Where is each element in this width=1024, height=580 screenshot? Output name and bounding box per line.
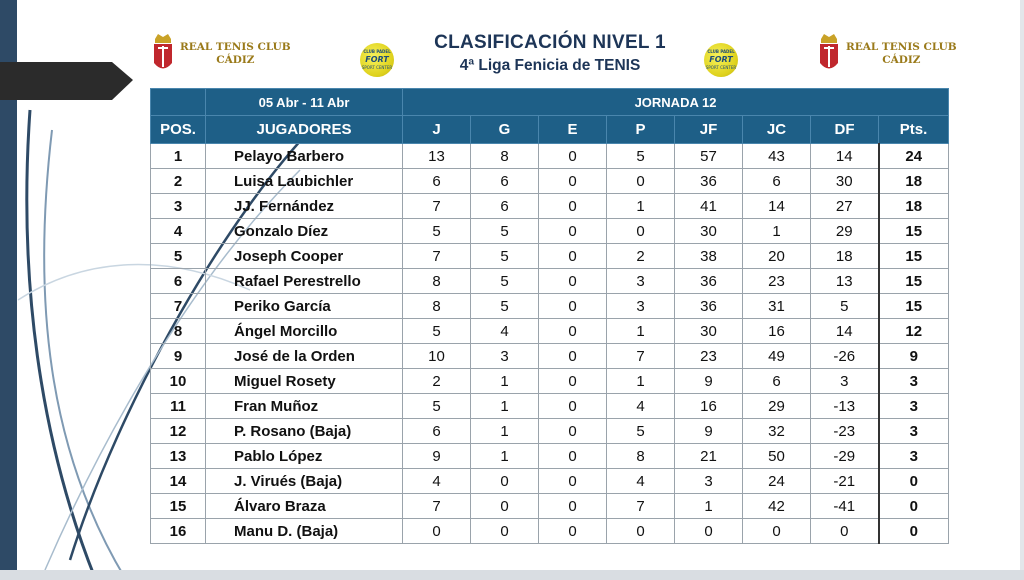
cell-j: 5 <box>403 219 471 244</box>
cell-e: 0 <box>539 219 607 244</box>
column-header-p: P <box>607 116 675 144</box>
cell-pts: 3 <box>879 444 949 469</box>
cell-j: 7 <box>403 244 471 269</box>
cell-j: 7 <box>403 494 471 519</box>
swoosh-2 <box>44 130 125 578</box>
club-logo-left <box>152 33 291 75</box>
cell-g: 6 <box>471 169 539 194</box>
cell-p: 2 <box>607 244 675 269</box>
cell-pts: 15 <box>879 294 949 319</box>
cell-g: 1 <box>471 394 539 419</box>
cell-g: 0 <box>471 494 539 519</box>
cell-df: 0 <box>811 519 879 544</box>
table-row <box>151 219 949 244</box>
column-header-e: E <box>539 116 607 144</box>
round-label: JORNADA 12 <box>403 89 949 116</box>
cell-jf: 30 <box>675 219 743 244</box>
column-header-pos: POS. <box>151 116 206 144</box>
cell-p: 3 <box>607 269 675 294</box>
cell-pos: 1 <box>151 144 206 169</box>
cell-pos: 6 <box>151 269 206 294</box>
cell-name: Manu D. (Baja) <box>206 519 403 544</box>
cell-g: 8 <box>471 144 539 169</box>
cell-pos: 9 <box>151 344 206 369</box>
cell-df: 14 <box>811 144 879 169</box>
cell-pts: 0 <box>879 519 949 544</box>
sponsor-ball-right <box>704 43 738 77</box>
standings-body <box>151 144 949 544</box>
cell-g: 4 <box>471 319 539 344</box>
cell-name: J. Virués (Baja) <box>206 469 403 494</box>
cell-jf: 3 <box>675 469 743 494</box>
table-row <box>151 394 949 419</box>
cell-pts: 0 <box>879 494 949 519</box>
cell-df: -13 <box>811 394 879 419</box>
cell-name: Gonzalo Díez <box>206 219 403 244</box>
cell-jf: 41 <box>675 194 743 219</box>
table-row <box>151 369 949 394</box>
arrow-tab <box>0 62 133 100</box>
cell-df: -23 <box>811 419 879 444</box>
cell-pos: 8 <box>151 319 206 344</box>
cell-jc: 50 <box>743 444 811 469</box>
sponsor-name: FORT <box>709 55 733 64</box>
cell-p: 7 <box>607 494 675 519</box>
cell-jf: 1 <box>675 494 743 519</box>
column-header-g: G <box>471 116 539 144</box>
cell-name: Fran Muñoz <box>206 394 403 419</box>
header-row-period <box>151 89 949 116</box>
cell-g: 1 <box>471 419 539 444</box>
cell-pts: 15 <box>879 269 949 294</box>
cell-g: 5 <box>471 269 539 294</box>
club-name-line2: CÁDIZ <box>216 54 255 66</box>
cell-j: 10 <box>403 344 471 369</box>
cell-e: 0 <box>539 419 607 444</box>
cell-name: P. Rosano (Baja) <box>206 419 403 444</box>
cell-j: 9 <box>403 444 471 469</box>
cell-jf: 36 <box>675 169 743 194</box>
table-row <box>151 419 949 444</box>
cell-jf: 57 <box>675 144 743 169</box>
cell-jf: 9 <box>675 369 743 394</box>
column-header-pts: Pts. <box>879 116 949 144</box>
column-header-df: DF <box>811 116 879 144</box>
cell-jc: 32 <box>743 419 811 444</box>
cell-j: 6 <box>403 419 471 444</box>
cell-name: Pelayo Barbero <box>206 144 403 169</box>
cell-jf: 9 <box>675 419 743 444</box>
cell-jc: 16 <box>743 319 811 344</box>
cell-pts: 3 <box>879 369 949 394</box>
cell-p: 1 <box>607 319 675 344</box>
header-blank-cell <box>151 89 206 116</box>
crest-icon <box>818 33 840 75</box>
table-row <box>151 169 949 194</box>
cell-pts: 0 <box>879 469 949 494</box>
cell-e: 0 <box>539 194 607 219</box>
cell-p: 1 <box>607 194 675 219</box>
cell-e: 0 <box>539 144 607 169</box>
cell-df: 27 <box>811 194 879 219</box>
table-row <box>151 519 949 544</box>
cell-g: 1 <box>471 369 539 394</box>
cell-jc: 49 <box>743 344 811 369</box>
cell-jf: 36 <box>675 269 743 294</box>
cell-jc: 43 <box>743 144 811 169</box>
cell-p: 8 <box>607 444 675 469</box>
cell-j: 13 <box>403 144 471 169</box>
cell-pos: 14 <box>151 469 206 494</box>
cell-j: 8 <box>403 294 471 319</box>
cell-name: JJ. Fernández <box>206 194 403 219</box>
crest-icon <box>152 33 174 75</box>
cell-pts: 12 <box>879 319 949 344</box>
club-name-line1: REAL TENIS CLUB <box>180 41 291 53</box>
cell-pos: 15 <box>151 494 206 519</box>
sponsor-top-text: CLUB PADEL <box>363 49 391 54</box>
table-row <box>151 494 949 519</box>
cell-df: 3 <box>811 369 879 394</box>
cell-df: -21 <box>811 469 879 494</box>
cell-pts: 15 <box>879 219 949 244</box>
cell-g: 1 <box>471 444 539 469</box>
column-header-players: JUGADORES <box>206 116 403 144</box>
sponsor-name: FORT <box>365 55 389 64</box>
cell-g: 5 <box>471 244 539 269</box>
swoosh-1 <box>27 110 95 578</box>
cell-p: 0 <box>607 219 675 244</box>
table-row <box>151 269 949 294</box>
cell-df: 29 <box>811 219 879 244</box>
cell-pos: 4 <box>151 219 206 244</box>
cell-e: 0 <box>539 344 607 369</box>
cell-p: 5 <box>607 419 675 444</box>
cell-pts: 9 <box>879 344 949 369</box>
cell-jc: 6 <box>743 369 811 394</box>
cell-j: 6 <box>403 169 471 194</box>
table-row <box>151 244 949 269</box>
cell-e: 0 <box>539 519 607 544</box>
column-header-jc: JC <box>743 116 811 144</box>
cell-j: 8 <box>403 269 471 294</box>
cell-jf: 0 <box>675 519 743 544</box>
cell-pts: 24 <box>879 144 949 169</box>
cell-e: 0 <box>539 469 607 494</box>
cell-p: 3 <box>607 294 675 319</box>
cell-pts: 18 <box>879 194 949 219</box>
cell-j: 5 <box>403 319 471 344</box>
cell-name: Álvaro Braza <box>206 494 403 519</box>
cell-name: Ángel Morcillo <box>206 319 403 344</box>
cell-jc: 31 <box>743 294 811 319</box>
right-edge-band <box>1020 0 1024 580</box>
cell-jf: 38 <box>675 244 743 269</box>
table-row <box>151 144 949 169</box>
cell-jc: 29 <box>743 394 811 419</box>
cell-pos: 2 <box>151 169 206 194</box>
column-header-j: J <box>403 116 471 144</box>
cell-name: José de la Orden <box>206 344 403 369</box>
cell-e: 0 <box>539 369 607 394</box>
cell-df: -26 <box>811 344 879 369</box>
cell-p: 1 <box>607 369 675 394</box>
standings-table <box>150 88 949 544</box>
sponsor-bottom-text: SPORT CENTER <box>361 65 393 70</box>
cell-jc: 1 <box>743 219 811 244</box>
cell-jc: 42 <box>743 494 811 519</box>
cell-pos: 10 <box>151 369 206 394</box>
column-header-jf: JF <box>675 116 743 144</box>
cell-name: Miguel Rosety <box>206 369 403 394</box>
cell-jf: 30 <box>675 319 743 344</box>
cell-e: 0 <box>539 394 607 419</box>
page-title: CLASIFICACIÓN NIVEL 1 <box>434 32 666 53</box>
cell-df: 5 <box>811 294 879 319</box>
cell-p: 7 <box>607 344 675 369</box>
cell-pos: 12 <box>151 419 206 444</box>
column-header-row <box>151 116 949 144</box>
cell-name: Joseph Cooper <box>206 244 403 269</box>
table-row <box>151 194 949 219</box>
sponsor-top-text: CLUB PADEL <box>707 49 735 54</box>
cell-df: 13 <box>811 269 879 294</box>
table-row <box>151 444 949 469</box>
cell-g: 3 <box>471 344 539 369</box>
cell-p: 0 <box>607 519 675 544</box>
cell-j: 7 <box>403 194 471 219</box>
club-name-line1: REAL TENIS CLUB <box>846 41 957 53</box>
cell-pos: 16 <box>151 519 206 544</box>
cell-e: 0 <box>539 444 607 469</box>
table-row <box>151 319 949 344</box>
cell-pos: 11 <box>151 394 206 419</box>
cell-j: 5 <box>403 394 471 419</box>
table-row <box>151 344 949 369</box>
cell-pos: 7 <box>151 294 206 319</box>
cell-e: 0 <box>539 494 607 519</box>
cell-e: 0 <box>539 269 607 294</box>
cell-pts: 18 <box>879 169 949 194</box>
cell-g: 0 <box>471 469 539 494</box>
cell-g: 6 <box>471 194 539 219</box>
date-range: 05 Abr - 11 Abr <box>206 89 403 116</box>
cell-p: 4 <box>607 394 675 419</box>
cell-name: Luisa Laubichler <box>206 169 403 194</box>
club-logo-right <box>818 33 957 75</box>
cell-jc: 24 <box>743 469 811 494</box>
table-row <box>151 294 949 319</box>
cell-df: -41 <box>811 494 879 519</box>
cell-j: 4 <box>403 469 471 494</box>
cell-e: 0 <box>539 169 607 194</box>
cell-name: Rafael Perestrello <box>206 269 403 294</box>
cell-jc: 23 <box>743 269 811 294</box>
cell-pts: 3 <box>879 419 949 444</box>
cell-pos: 13 <box>151 444 206 469</box>
cell-j: 0 <box>403 519 471 544</box>
cell-p: 0 <box>607 169 675 194</box>
table-row <box>151 469 949 494</box>
cell-jc: 20 <box>743 244 811 269</box>
cell-e: 0 <box>539 244 607 269</box>
cell-pts: 3 <box>879 394 949 419</box>
cell-df: 30 <box>811 169 879 194</box>
cell-p: 5 <box>607 144 675 169</box>
cell-name: Pablo López <box>206 444 403 469</box>
cell-jf: 23 <box>675 344 743 369</box>
cell-g: 5 <box>471 219 539 244</box>
cell-pos: 5 <box>151 244 206 269</box>
cell-df: -29 <box>811 444 879 469</box>
cell-p: 4 <box>607 469 675 494</box>
cell-jf: 16 <box>675 394 743 419</box>
cell-jc: 6 <box>743 169 811 194</box>
cell-jc: 0 <box>743 519 811 544</box>
cell-e: 0 <box>539 294 607 319</box>
cell-jf: 21 <box>675 444 743 469</box>
cell-df: 14 <box>811 319 879 344</box>
cell-jf: 36 <box>675 294 743 319</box>
cell-e: 0 <box>539 319 607 344</box>
cell-pos: 3 <box>151 194 206 219</box>
page-subtitle: 4ª Liga Fenicia de TENIS <box>459 57 641 74</box>
bottom-edge-band <box>0 570 1024 580</box>
cell-j: 2 <box>403 369 471 394</box>
club-name-line2: CÁDIZ <box>882 54 921 66</box>
cell-g: 5 <box>471 294 539 319</box>
cell-g: 0 <box>471 519 539 544</box>
sponsor-bottom-text: SPORT CENTER <box>705 65 737 70</box>
cell-jc: 14 <box>743 194 811 219</box>
page-title-block <box>380 32 720 75</box>
cell-name: Periko García <box>206 294 403 319</box>
cell-pts: 15 <box>879 244 949 269</box>
cell-df: 18 <box>811 244 879 269</box>
